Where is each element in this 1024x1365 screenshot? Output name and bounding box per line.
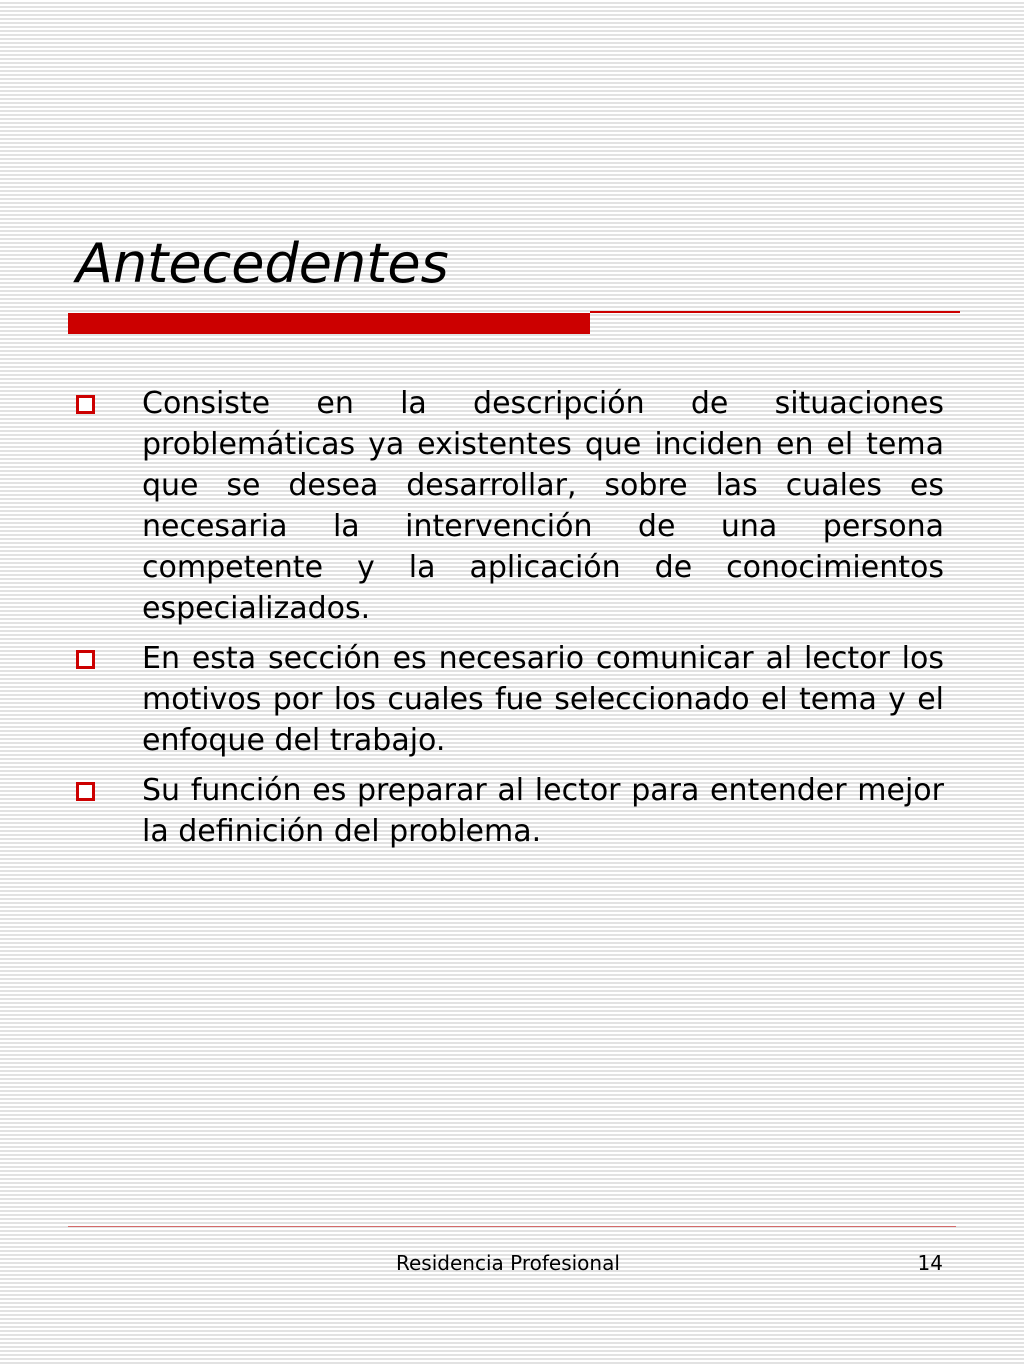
bullet-text: Consiste en la descripción de situaciones problemáticas ya existentes que inciden en el tema que se desea desarrollar, sobre las cuales es necesaria la intervención de una persona competente y la aplicación de conocimientos especializados. (142, 386, 944, 626)
title-underline-thin (590, 311, 960, 313)
hollow-square-bullet-icon (76, 395, 95, 414)
bullet-text: En esta sección es necesario comunicar al lector los motivos por los cuales fue seleccionado el tema y el enfoque del trabajo. (142, 641, 944, 758)
bullet-item (76, 770, 944, 852)
footer-title: Residencia Profesional (396, 1251, 620, 1275)
hollow-square-bullet-icon (76, 782, 95, 801)
page-number: 14 (917, 1251, 943, 1275)
bullet-item (76, 383, 944, 629)
hollow-square-bullet-icon (76, 650, 95, 669)
bullet-list (76, 383, 944, 861)
title-underline-thick (68, 313, 590, 334)
bullet-text: Su función es preparar al lector para entender mejor la definición del problema. (142, 773, 944, 849)
bullet-item (76, 638, 944, 761)
footer-divider (68, 1226, 956, 1227)
slide-title: Antecedentes (76, 232, 449, 295)
